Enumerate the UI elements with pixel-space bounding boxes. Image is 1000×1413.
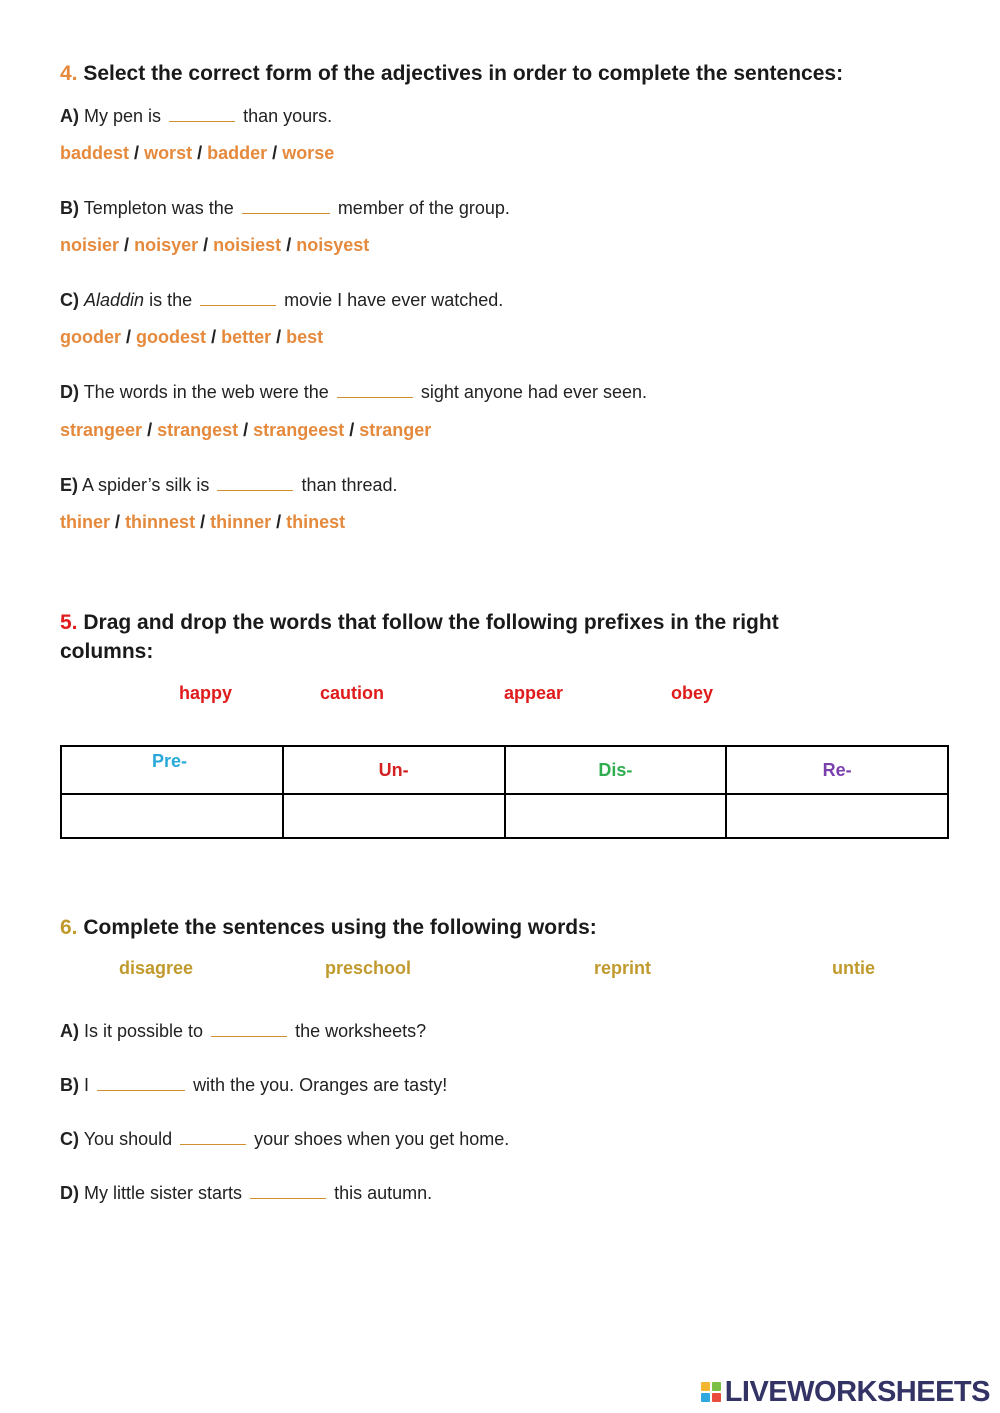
word-bank-untie: untie — [832, 958, 875, 978]
liveworksheets-logo — [701, 1376, 990, 1408]
option-noisyer[interactable]: noisyer — [134, 235, 199, 255]
answer-blank[interactable] — [97, 1074, 185, 1091]
column-header-dis: Dis- — [505, 746, 727, 794]
option-noisiest[interactable]: noisiest — [213, 235, 282, 255]
question-4e — [60, 474, 398, 496]
section-5-heading — [60, 611, 779, 635]
question-text: this autumn. — [334, 1183, 433, 1203]
question-text: movie I have ever watched. — [284, 290, 504, 310]
section-4-number: 4. — [60, 62, 78, 85]
options-4a: baddest / worst / badder / worse — [60, 143, 335, 163]
question-letter: E) — [60, 475, 78, 495]
question-letter: A) — [60, 106, 79, 126]
section-6-heading — [60, 916, 597, 940]
answer-blank[interactable] — [211, 1020, 287, 1037]
question-text: member of the group. — [337, 198, 510, 218]
answer-blank[interactable] — [242, 197, 330, 214]
logo-grid-icon — [701, 1382, 721, 1402]
question-4b — [60, 197, 510, 219]
question-text: the worksheets? — [295, 1021, 427, 1041]
question-6a — [60, 1020, 426, 1042]
options-4b: noisier / noisyer / noisiest / noisyest — [60, 235, 370, 255]
section-4-heading — [60, 62, 843, 86]
answer-blank[interactable] — [250, 1182, 326, 1199]
question-text: Is it possible to — [84, 1021, 204, 1041]
option-thinner[interactable]: thinner — [210, 512, 272, 532]
options-4e: thiner / thinnest / thinner / thinest — [60, 512, 346, 532]
drag-word-caution[interactable]: caution — [320, 683, 385, 703]
drop-zone-pre[interactable] — [61, 794, 283, 838]
section-4-title: Select the correct form of the adjectives in order to complete the sentences: — [83, 62, 844, 85]
question-text: The words in the web were the — [83, 382, 329, 402]
option-strangeer[interactable]: strangeer — [60, 420, 143, 440]
answer-blank[interactable] — [337, 381, 413, 398]
prefix-table-header — [61, 746, 948, 794]
question-text: Templeton was the — [83, 198, 234, 218]
option-thinnest[interactable]: thinnest — [125, 512, 196, 532]
prefix-table — [60, 745, 949, 839]
section-5-number: 5. — [60, 611, 78, 634]
section-5-title-line1: Drag and drop the words that follow the following prefixes in the right — [83, 611, 779, 634]
question-letter: D) — [60, 382, 79, 402]
word-bank-reprint: reprint — [594, 958, 652, 978]
drop-zone-un[interactable] — [283, 794, 505, 838]
option-baddest[interactable]: baddest — [60, 143, 130, 163]
option-better[interactable]: better — [221, 327, 272, 347]
section-6-title: Complete the sentences using the following words: — [83, 916, 597, 939]
word-bank-disagree: disagree — [119, 958, 194, 978]
answer-blank[interactable] — [180, 1128, 246, 1145]
option-gooder[interactable]: gooder — [60, 327, 121, 347]
question-text: You should — [83, 1129, 173, 1149]
option-stranger[interactable]: stranger — [359, 420, 432, 440]
option-noisier[interactable]: noisier — [60, 235, 120, 255]
question-4c — [60, 289, 503, 311]
question-letter: D) — [60, 1183, 79, 1203]
section-6-number: 6. — [60, 916, 78, 939]
question-text: sight anyone had ever seen. — [420, 382, 648, 402]
options-4d: strangeer / strangest / strangeest / stranger — [60, 420, 432, 440]
option-worst[interactable]: worst — [144, 143, 193, 163]
option-goodest[interactable]: goodest — [136, 327, 207, 347]
question-text: I — [84, 1075, 90, 1095]
question-4d — [60, 381, 647, 403]
question-6b — [60, 1074, 447, 1096]
option-thinest[interactable]: thinest — [286, 512, 346, 532]
section-5-title-line2: columns: — [60, 640, 154, 663]
question-letter: C) — [60, 1129, 79, 1149]
question-letter: B) — [60, 1075, 79, 1095]
option-thiner[interactable]: thiner — [60, 512, 111, 532]
question-text: your shoes when you get home. — [254, 1129, 510, 1149]
column-header-pre: Pre- — [61, 746, 283, 794]
answer-blank[interactable] — [217, 474, 293, 491]
option-best[interactable]: best — [286, 327, 324, 347]
question-letter: B) — [60, 198, 79, 218]
option-noisyest[interactable]: noisyest — [296, 235, 370, 255]
question-6c — [60, 1128, 509, 1150]
question-text: is the — [149, 290, 193, 310]
option-strangest[interactable]: strangest — [157, 420, 239, 440]
options-4c: gooder / goodest / better / best — [60, 327, 324, 347]
question-text: than thread. — [301, 475, 398, 495]
word-bank-preschool: preschool — [325, 958, 412, 978]
question-text: than yours. — [243, 106, 333, 126]
drop-zone-re[interactable] — [726, 794, 948, 838]
option-badder[interactable]: badder — [207, 143, 268, 163]
option-worse[interactable]: worse — [282, 143, 335, 163]
question-6d — [60, 1182, 432, 1204]
option-strangeest[interactable]: strangeest — [253, 420, 345, 440]
drag-word-happy[interactable]: happy — [179, 683, 233, 703]
prefix-table-drop-row — [61, 794, 948, 838]
question-title-italic: Aladdin — [84, 290, 145, 310]
column-header-re: Re- — [726, 746, 948, 794]
question-letter: A) — [60, 1021, 79, 1041]
column-header-un: Un- — [283, 746, 505, 794]
answer-blank[interactable] — [169, 105, 235, 122]
logo-text: LIVEWORKSHEETS — [724, 1375, 990, 1408]
question-letter: C) — [60, 290, 79, 310]
question-text: A spider’s silk is — [82, 475, 210, 495]
question-text: My pen is — [84, 106, 162, 126]
question-text: with the you. Oranges are tasty! — [193, 1075, 448, 1095]
question-4a — [60, 105, 332, 127]
question-text: My little sister starts — [84, 1183, 243, 1203]
drag-word-obey[interactable]: obey — [671, 683, 714, 703]
drop-zone-dis[interactable] — [505, 794, 727, 838]
answer-blank[interactable] — [200, 289, 276, 306]
drag-word-appear[interactable]: appear — [504, 683, 564, 703]
